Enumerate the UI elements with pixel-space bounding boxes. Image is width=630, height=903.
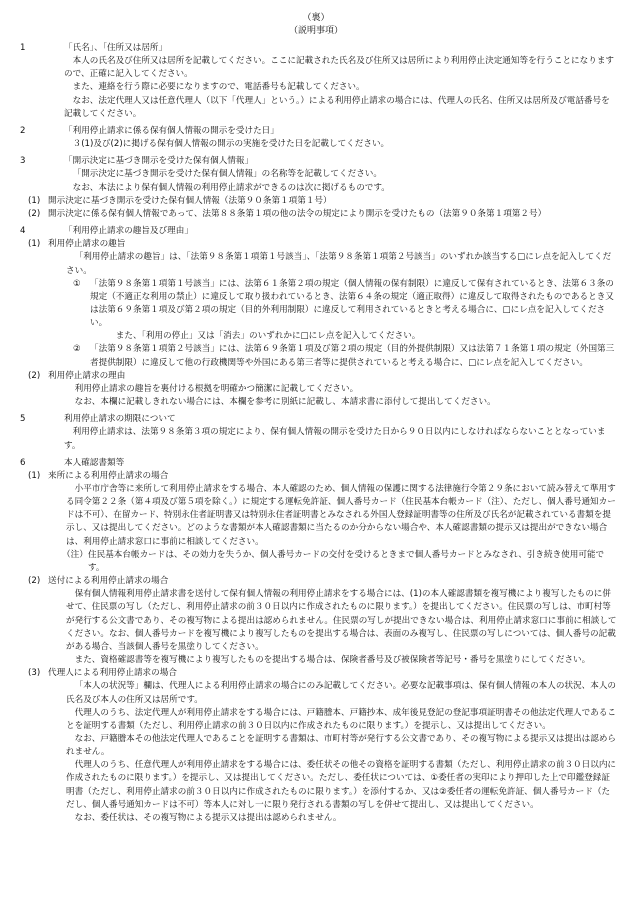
subsection-number: (1) [28, 470, 41, 481]
subsection-number: (2) [28, 576, 41, 587]
section-heading [14, 125, 618, 138]
subsection-number: (1) [28, 239, 41, 250]
item-number: ① [73, 278, 81, 289]
section-5 [14, 413, 618, 452]
item-paragraph: また、「利用の停止」又は「消去」のいずれかに□にレ点を記入してください。 [115, 331, 421, 342]
section-title: 「利用停止請求の趣旨及び理由」 [64, 226, 193, 237]
section-title: 利用停止請求の期限について [64, 414, 176, 425]
paragraph: 代理人のうち、法定代理人が利用停止請求をする場合には、戸籍謄本、戸籍抄本、成年後見登記の登記事項証明書その他法定代理人であることを証明する書類（ただし、利用停止請求の前３０日以内に作成されたものに限ります。）を提示し、又は提出してください。 [66, 707, 617, 731]
paragraph: 保有個人情報利用停止請求書を送付して保有個人情報の利用停止請求をする場合には、(1)の本人確認書類を複写機により複写したものに併せて、住民票の写し（ただし、利用停止請求の前３０日以内に作成されたものに限ります。）を提出してください。住民票の写しは、市町村等が発行する公文書であり、その複写物による提出は認められません。住民票の写しが提出できない場合は、利用停止請求窓口に事前に相談してください。なお、個人番号カードを複写機により複写したものを提出する場合は、表面のみ複写し、住民票の写しについては、個人番号の記載がある場合、当該個人番号を黒塗りしてください。 [66, 589, 617, 652]
paragraph: なお、法定代理人又は任意代理人（以下「代理人」という。）による利用停止請求の場合には、代理人の氏名、住所又は居所及び電話番号を記載してください。 [64, 95, 610, 119]
section-heading [14, 225, 618, 238]
subsection-heading [14, 667, 618, 680]
section-heading [14, 155, 618, 168]
item-number: ② [73, 344, 81, 355]
subsection-title: 来所による利用停止請求の場合 [48, 470, 169, 481]
paragraph: なお、委任状は、その複写物による提示又は提出は認められません。 [74, 812, 342, 823]
paragraph: ３(1)及び(2)に掲げる保有個人情報の開示の実施を受けた日を記載してください。 [72, 139, 390, 150]
paragraph: 「本人の状況等」欄は、代理人による利用停止請求の場合にのみ記載してください。必要な記載事項は、保有個人情報の本人の状況、本人の氏名及び本人の住所又は居所です。 [66, 681, 617, 705]
section-number: 2 [20, 125, 26, 136]
paragraph: 利用停止請求の趣旨を裏付ける根拠を明確かつ簡潔に記載してください。 [74, 383, 359, 394]
section-heading [14, 413, 618, 426]
paragraph: 「利用停止請求の趣旨」は、「法第９８条第１項第１号該当」、「法第９８条第１項第２号該当」のいずれか該当する□にレ点を記入してください。 [66, 252, 612, 276]
subsection-title: 代理人による利用停止請求の場合 [48, 668, 177, 679]
item-text: 「法第９８条第１項第１号該当」には、法第６１条第２項の規定（個人情報の保有制限）に違反して保有されているとき、法第６３条の規定（不適正な利用の禁止）に違反して取り扱われているとき、法第６４条の規定（適正取得）に違反して取得されたものであるとき又は法第６９条第１項及び第２項の規定（目的外利用制限）に違反して利用されているときと考える場合に、□にレ点を記入してください。 [90, 278, 614, 329]
paragraph: また、資格確認書等を複写機により複写したものを提出する場合は、保険者番号及び被保険者等記号・番号を黒塗りにしてください。 [74, 655, 591, 666]
section-2 [14, 125, 618, 151]
list-item [14, 195, 618, 208]
section-heading [14, 457, 618, 470]
section-6 [14, 457, 618, 825]
paragraph: 小平市庁舎等に来所して利用停止請求をする場合、本人確認のため、個人情報の保護に関する法律施行令第２９条において読み替えて準用する同令第２２条（第４項及び第５項を除く。）に規定する運転免許証、個人番号カード（住民基本台帳カード（注）、ただし、個人番号通知カードは不可）、在留カード、特別永住者証明書又は特別永住者証明書とみなされる外国人登録証明書等の住所及び氏名が記載されている書類を提示し、又は提出してください。どのような書類が本人確認書類に当たるのか分からない場合や、本人確認書類の提示又は提出ができない場合は、利用停止請求窓口に事前に相談してください。 [66, 484, 616, 547]
page-title: （説明事項） [288, 26, 343, 36]
subsection-heading [14, 370, 618, 383]
paragraph: 「開示決定に基づき開示を受けた保有個人情報」の名称等を記載してください。 [72, 169, 382, 180]
section-number: 3 [20, 156, 26, 167]
section-1 [14, 42, 618, 121]
note-text: 住民基本台帳カードは、その効力を失うか、個人番号カードの交付を受けるときまで個人番号カードとみなされ、引き続き使用可能です。 [88, 549, 605, 573]
paragraph: 代理人のうち、任意代理人が利用停止請求をする場合には、委任状その他その資格を証明する書類（ただし、利用停止請求の前３０日以内に作成されたものに限ります。）を提示し、又は提出してください。ただし、委任状については、①委任者の実印により押印した上で印鑑登録証明書（ただし、利用停止請求の前３０日以内に作成されたものに限ります。）を添付するか、又は②委任者の運転免許証、個人番号カード（ただし、個人番号通知カードは不可）等本人に対し一に限り発行される書類の写しを併せて提出し、又は提出してください。 [66, 760, 617, 810]
list-item [14, 208, 618, 221]
subsection-title: 利用停止請求の趣旨 [48, 239, 126, 250]
list-text: 開示決定に係る保有個人情報であって、法第８８条第１項の他の法令の規定により開示を受けたもの（法第９０条第１項第２号） [48, 208, 547, 219]
subsection-heading [14, 575, 618, 588]
paragraph: なお、本欄に記載しきれない場合には、本欄を参考に別紙に記載し、本請求書に添付して提出してください。 [74, 397, 496, 408]
subsection-heading [14, 470, 618, 483]
section-number: 4 [20, 226, 26, 237]
list-number: (2) [28, 208, 41, 219]
section-4 [14, 225, 618, 409]
paragraph: なお、本法により保有個人情報の利用停止請求ができるのは次に掲げるものです。 [72, 182, 390, 193]
page-side-label: （裏） [302, 13, 330, 23]
item [14, 278, 618, 331]
subsection-title: 送付による利用停止請求の場合 [48, 576, 169, 587]
document-header [14, 12, 618, 38]
section-number: 5 [20, 414, 26, 425]
list-text: 開示決定に基づき開示を受けた保有個人情報（法第９０条第１項第１号） [48, 195, 332, 206]
section-title: 「開示決定に基づき開示を受けた保有個人情報」 [64, 156, 254, 167]
section-heading [14, 42, 618, 55]
paragraph: 利用停止請求は、法第９８条第３項の規定により、保有個人情報の開示を受けた日から９０日以内にしなければならないこととなっています。 [64, 427, 606, 451]
paragraph: なお、戸籍謄本その他法定代理人であることを証明する書類は、市町村等が発行する公文書であり、その複写物による提示又は提出は認められません。 [66, 733, 617, 758]
item [14, 343, 618, 369]
subsection-number: (2) [28, 370, 41, 381]
item-text: 「法第９８条第１項第２号該当」には、法第６９条第１項及び第２項の規定（目的外提供制限）又は法第７１条第１項の規定（外国第三者提供制限）に違反して他の行政機関等や外国にある第三者等に提供されていると考える場合に、□にレ点を記入してください。 [90, 344, 615, 368]
paragraph: 本人の氏名及び住所又は居所を記載してください。ここに記載された氏名及び住所又は居所により利用停止決定通知等を行うことになりますので、正確に記入してください。 [64, 56, 615, 80]
section-title: 本人確認書類等 [64, 457, 125, 468]
note [14, 549, 618, 575]
section-number: 1 [20, 43, 26, 53]
section-number: 6 [20, 457, 26, 468]
subsection-heading [14, 238, 618, 251]
section-title: 「利用停止請求に係る保有個人情報の開示を受けた日」 [64, 125, 279, 136]
subsection-title: 利用停止請求の理由 [48, 370, 126, 381]
paragraph: また、連絡を行う際に必要になりますので、電話番号も記載してください。 [72, 82, 365, 93]
list-number: (1) [28, 195, 41, 206]
section-3 [14, 155, 618, 221]
subsection-number: (3) [28, 668, 41, 679]
section-title: 「氏名」、「住所又は居所」 [64, 43, 168, 53]
note-marker: （注） [62, 549, 88, 560]
